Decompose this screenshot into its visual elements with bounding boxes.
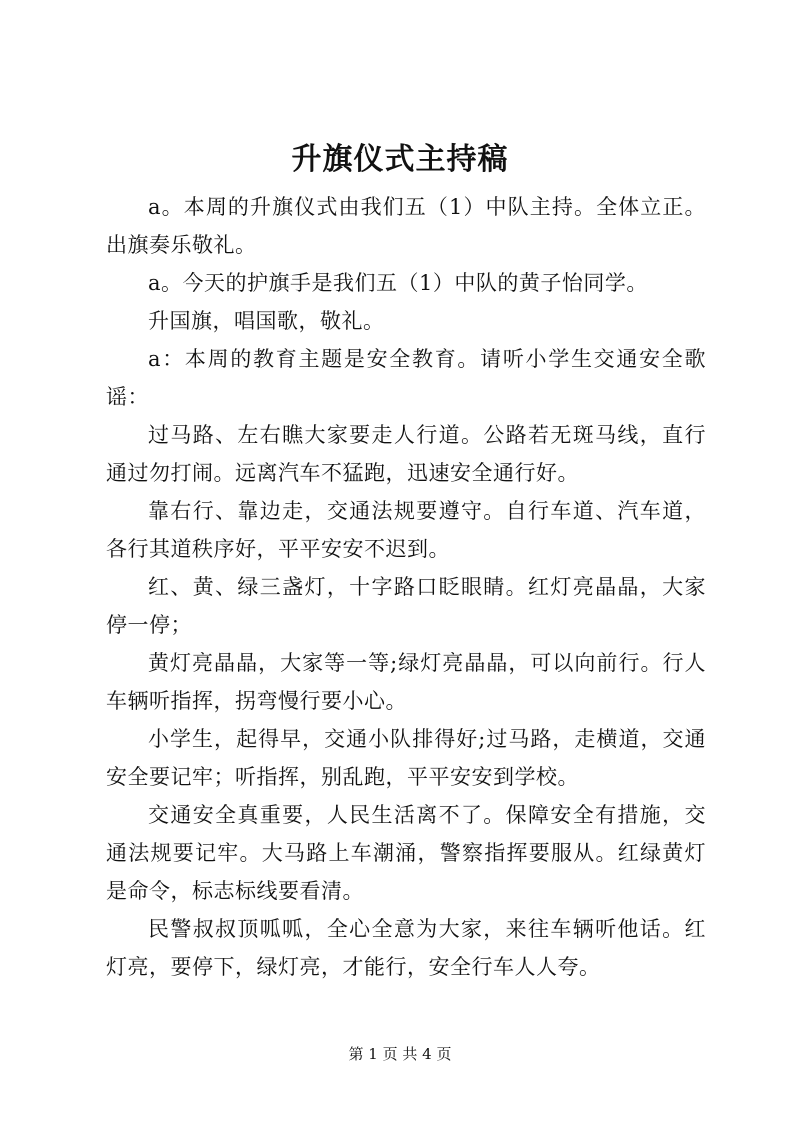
paragraph: 靠右行、靠边走，交通法规要遵守。自行车道、汽车道，各行其道秩序好，平平安安不迟到。 bbox=[106, 499, 706, 561]
paragraph: 黄灯亮晶晶，大家等一等;绿灯亮晶晶，可以向前行。行人车辆听指挥，拐弯慢行要小心。 bbox=[106, 651, 706, 713]
paragraph: 交通安全真重要，人民生活离不了。保障安全有措施，交通法规要记牢。大马路上车潮涌，警察指挥要服从。红绿黄灯是命令，标志标线要看清。 bbox=[106, 803, 706, 903]
paragraph: 升国旗，唱国歌，敬礼。 bbox=[148, 309, 385, 333]
paragraph: a。本周的升旗仪式由我们五（1）中队主持。全体立正。出旗奏乐敬礼。 bbox=[106, 195, 706, 257]
paragraph: 红、黄、绿三盏灯，十字路口眨眼睛。红灯亮晶晶，大家停一停； bbox=[106, 575, 706, 637]
paragraph: 小学生，起得早，交通小队排得好;过马路，走横道，交通安全要记牢；听指挥，别乱跑，平平安安到学校。 bbox=[106, 727, 706, 789]
paragraph: a：本周的教育主题是安全教育。请听小学生交通安全歌谣： bbox=[106, 347, 706, 409]
page-number-footer: 第 1 页 共 4 页 bbox=[348, 1045, 452, 1063]
document-body bbox=[106, 188, 706, 986]
paragraph: a。今天的护旗手是我们五（1）中队的黄子怡同学。 bbox=[148, 271, 648, 295]
paragraph: 过马路、左右瞧大家要走人行道。公路若无斑马线，直行通过勿打闹。远离汽车不猛跑，迅速安全通行好。 bbox=[106, 423, 706, 485]
paragraph: 民警叔叔顶呱呱，全心全意为大家，来往车辆听他话。红灯亮，要停下，绿灯亮，才能行，安全行车人人夸。 bbox=[106, 917, 706, 979]
document-title: 升旗仪式主持稿 bbox=[291, 142, 509, 177]
